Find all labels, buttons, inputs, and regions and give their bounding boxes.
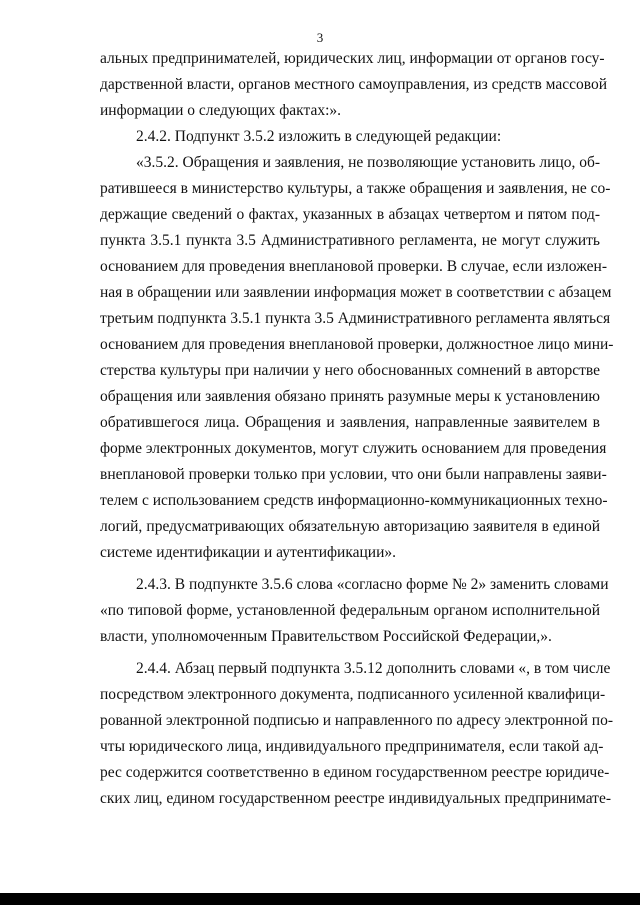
text-line: логий, предусматривающих обязательную авторизацию заявителя в единой (100, 518, 600, 535)
document-body (100, 46, 614, 812)
text-line: 2.4.3. В подпункте 3.5.6 слова «согласно форме № 2» заменить словами (136, 576, 609, 593)
text-line: «по типовой форме, установленной федеральным органом исполнительной (100, 602, 600, 619)
text-line: третьим подпункта 3.5.1 пункта 3.5 Административного регламента являться (100, 310, 611, 327)
text-line: ная в обращении или заявлении информация может в соответствии с абзацем (100, 284, 612, 301)
text-line: 2.4.2. Подпункт 3.5.2 изложить в следующей редакции: (136, 128, 502, 145)
text-line: ратившееся в министерство культуры, а также обращения и заявления, не со- (100, 180, 611, 197)
text-line: дарственной власти, органов местного самоуправления, из средств массовой (100, 76, 608, 93)
paragraph-2-4-4 (100, 656, 613, 812)
text-line: альных предпринимателей, юридических лиц, информации от органов госу- (100, 50, 605, 67)
text-line: посредством электронного документа, подписанного усиленной квалифици- (100, 686, 606, 703)
paragraph-2-4-2 (100, 124, 600, 150)
paragraph-continuation (100, 46, 608, 124)
paragraph-3-5-2-quote (100, 150, 614, 566)
text-line: системе идентификации и аутентификации». (100, 544, 397, 561)
page-number: 3 (316, 30, 324, 45)
text-line: форме электронных документов, могут служить основанием для проведения (100, 440, 607, 457)
text-line: 2.4.4. Абзац первый подпункта 3.5.12 дополнить словами «, в том числе (136, 660, 611, 677)
text-line: пункта 3.5.1 пункта 3.5 Административного регламента, не могут служить (100, 232, 600, 249)
text-line: власти, уполномоченным Правительством Российской Федерации,». (100, 628, 552, 645)
text-line: рес содержится соответственно в едином государственном реестре юридиче- (100, 764, 610, 781)
text-line: телем с использованием средств информационно-коммуникационных техно- (100, 492, 608, 509)
text-line: основанием для проведения внеплановой проверки. В случае, если изложен- (100, 258, 607, 275)
text-line: стерства культуры при наличии у него обоснованных сомнений в авторстве (100, 362, 600, 379)
text-line: основанием для проведения внеплановой проверки, должностное лицо мини- (100, 336, 614, 353)
text-line: держащие сведений о фактах, указанных в абзацах четвертом и пятом под- (100, 206, 600, 223)
text-line: обратившегося лица. Обращения и заявления, направленные заявителем в (100, 414, 600, 431)
text-line: ских лиц, едином государственном реестре индивидуальных предпринимате- (100, 790, 612, 807)
text-line: «3.5.2. Обращения и заявления, не позволяющие установить лицо, об- (136, 154, 600, 171)
text-line: обращения или заявления обязано принять разумные меры к установлению (100, 388, 600, 405)
text-line: внеплановой проверки только при условии, что они были направлены заяви- (100, 466, 607, 483)
paragraph-2-4-3 (100, 572, 609, 650)
text-line: рованной электронной подписью и направленного по адресу электронной по- (100, 712, 613, 729)
scan-bottom-edge (0, 893, 640, 905)
text-line: чты юридического лица, индивидуального предпринимателя, если такой ад- (100, 738, 604, 755)
text-line: информации о следующих фактах:». (100, 102, 341, 119)
